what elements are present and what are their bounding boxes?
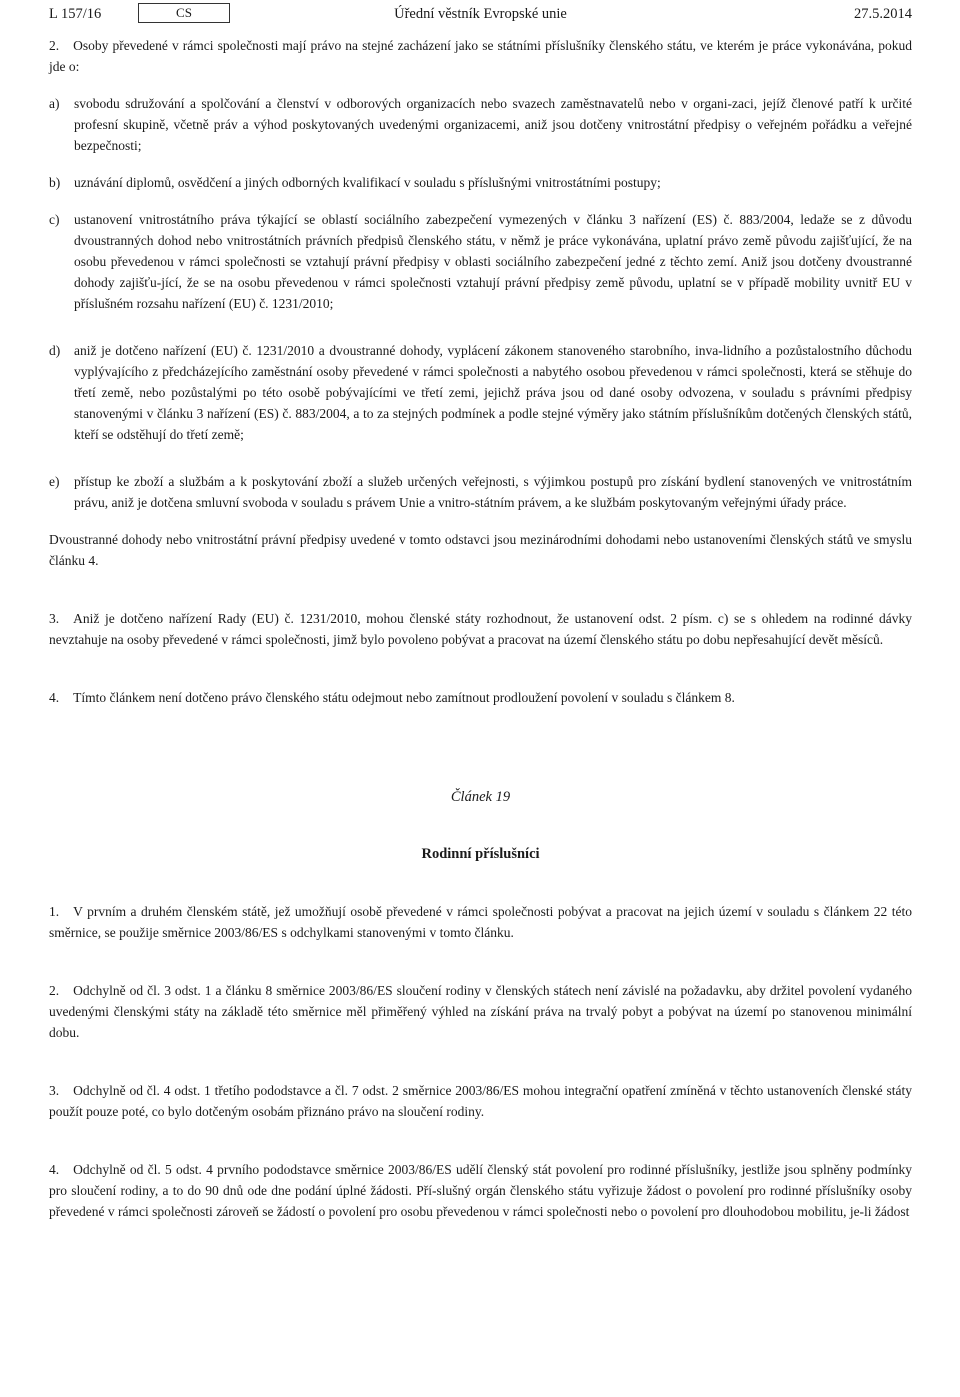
- item-label: b): [49, 175, 61, 190]
- article-paragraph-2: [49, 980, 912, 1043]
- paragraph-number: 3.: [49, 1083, 60, 1098]
- paragraph-text: V prvním a druhém členském státě, jež umožňují osobě převedené v rámci společnosti pobývat a pracovat na jejich území v souladu s článkem 22 této směrnice, se použije směrnice 2003/86/ES s odchylkami stanovenými v tomto článku.: [49, 904, 912, 940]
- item-text: ustanovení vnitrostátního práva týkající se oblastí sociálního zabezpečení vymezených v článku 3 nařízení (ES) č. 883/2004, ledaže se z důvodu dvoustranných dohod nebo vnitrostátních právních předpisů členského státu, v němž je práce vykonávána, uplatní právo země původu zajišťující, že na osobu převedenou v rámci společnosti se vztahují právní předpisy v oblasti sociálního zabezpečení jedné z těchto zemí. Aniž jsou dotčeny dvoustranné dohody zajišťu-jící, že se na osobu převedenou v rámci společnosti vztahují právní předpisy země původu, uplatní se v případě mobility uvnitř EU v příslušném rozsahu nařízení (EU) č. 1231/2010;: [74, 212, 912, 311]
- list-item-a: [49, 93, 912, 156]
- list-item-c: [49, 209, 912, 314]
- item-text: aniž je dotčeno nařízení (EU) č. 1231/2010 a dvoustranné dohody, vyplácení zákonem stanoveného starobního, inva-lidního a pozůstalostního důchodu vyplývajícího z předcházejícího zaměstnání osoby převedené v rámci společnosti a nabytého osobou převedenou v rámci společnosti, která se stěhuje do třetí země, nebo pozůstalými po této osobě pobývajícími ve třetí zemi, jejichž práva jsou od dané osoby odvozena, v souladu s právními předpisy stanovenými v článku 3 nařízení (ES) č. 883/2004, a to za stejných podmínek a podle stejné výměry jako státním příslušníkům dotčených členských států, kteří se odstěhují do třetí země;: [74, 343, 912, 442]
- paragraph-number: 1.: [49, 904, 60, 919]
- paragraph-text: Aniž je dotčeno nařízení Rady (EU) č. 1231/2010, mohou členské státy rozhodnout, že ustanovení odst. 2 písm. c) se s ohledem na rodinné dávky nevztahuje na osoby převedené v rámci společnosti, jimž bylo povoleno pobývat a pracovat na území členského státu po dobu nepřesahující devět měsíců.: [49, 611, 912, 647]
- journal-header: [49, 0, 912, 28]
- article-number: Článek 19: [450, 789, 511, 805]
- item-label: e): [49, 474, 60, 489]
- language-code-box: CS: [138, 3, 230, 23]
- list-item-e: [49, 471, 912, 513]
- paragraph-text: Odchylně od čl. 5 odst. 4 prvního pododstavce směrnice 2003/86/ES udělí členský stát povolení pro rodinné příslušníky, jestliže jsou splněny podmínky pro sloučení rodiny, a to do 90 dnů ode dne podání úplné žádosti. Pří-slušný orgán členského státu vyřizuje žádost o povolení pro rodinné příslušníky osoby převedené v rámci společnosti zároveň se žádostí o povolení pro osobu převedenou v rámci společnosti nebo o povolení pro dlouhodobou mobilitu, je-li žádost: [49, 1162, 912, 1219]
- item-label: c): [49, 212, 60, 227]
- article-title: Rodinní příslušníci: [421, 846, 540, 862]
- paragraph-text: Odchylně od čl. 4 odst. 1 třetího pododstavce a čl. 7 odst. 2 směrnice 2003/86/ES mohou integrační opatření zmíněná v těchto ustanoveních členské státy použít pouze poté, co bylo dotčeným osobám přiznáno právo na sloučení rodiny.: [49, 1083, 912, 1119]
- paragraph-number: 2.: [49, 983, 60, 998]
- list-item-b: [49, 172, 912, 193]
- paragraph-text: Osoby převedené v rámci společnosti mají právo na stejné zacházení jako se státními příslušníky členského státu, ve kterém je práce vykonávána, pokud jde o:: [49, 38, 912, 74]
- paragraph-number: 4.: [49, 1162, 60, 1177]
- article-paragraph-1: [49, 901, 912, 943]
- list-item-d: [49, 340, 912, 445]
- paragraph-4: [49, 687, 912, 708]
- paragraph-number: 4.: [49, 690, 60, 705]
- paragraph-text: Odchylně od čl. 3 odst. 1 a článku 8 směrnice 2003/86/ES sloučení rodiny v členských státech není závislé na požadavku, aby držitel povolení vydaného uvedenými členskými státy na základě této směrnice měl přiměřený výhled na získání práva na trvalý pobyt a pobývat na území po stanovenou minimální dobu.: [49, 983, 912, 1040]
- item-label: a): [49, 96, 60, 111]
- item-label: d): [49, 343, 61, 358]
- page-reference: L 157/16: [49, 6, 102, 22]
- journal-title: Úřední věstník Evropské unie: [394, 6, 567, 22]
- paragraph-number: 3.: [49, 611, 60, 626]
- publication-date: 27.5.2014: [854, 6, 912, 22]
- paragraph-3: [49, 608, 912, 650]
- item-text: uznávání diplomů, osvědčení a jiných odborných kvalifikací v souladu s příslušnými vnitrostátními postupy;: [74, 175, 661, 190]
- paragraph-2: [49, 35, 912, 77]
- article-paragraph-3: [49, 1080, 912, 1122]
- closing-paragraph: Dvoustranné dohody nebo vnitrostátní právní předpisy uvedené v tomto odstavci jsou mezinárodními dohodami nebo ustanoveními členských států ve smyslu článku 4.: [49, 532, 912, 568]
- paragraph-text: Tímto článkem není dotčeno právo členského státu odejmout nebo zamítnout prodloužení povolení v souladu s článkem 8.: [73, 690, 735, 705]
- paragraph-number: 2.: [49, 38, 60, 53]
- article-paragraph-4: [49, 1159, 912, 1222]
- item-text: přístup ke zboží a službám a k poskytování zboží a služeb určených veřejnosti, s výjimkou postupů pro získání bydlení stanovených ve vnitrostátním právu, aniž je dotčena smluvní svoboda v souladu s právem Unie a vnitro-státním právem, a ke službám poskytovaným veřejnými úřady práce.: [74, 474, 912, 510]
- item-text: svobodu sdružování a spolčování a členství v odborových organizacích nebo svazech zaměstnavatelů nebo v organi-zaci, jejíž členové patří k určité profesní skupině, včetně práv a výhod poskytovaných uvedenými organizacemi, aniž jsou dotčeny vnitrostátní předpisy o veřejném pořádku a veřejné bezpečnosti;: [74, 96, 912, 153]
- document-body: [49, 35, 912, 1222]
